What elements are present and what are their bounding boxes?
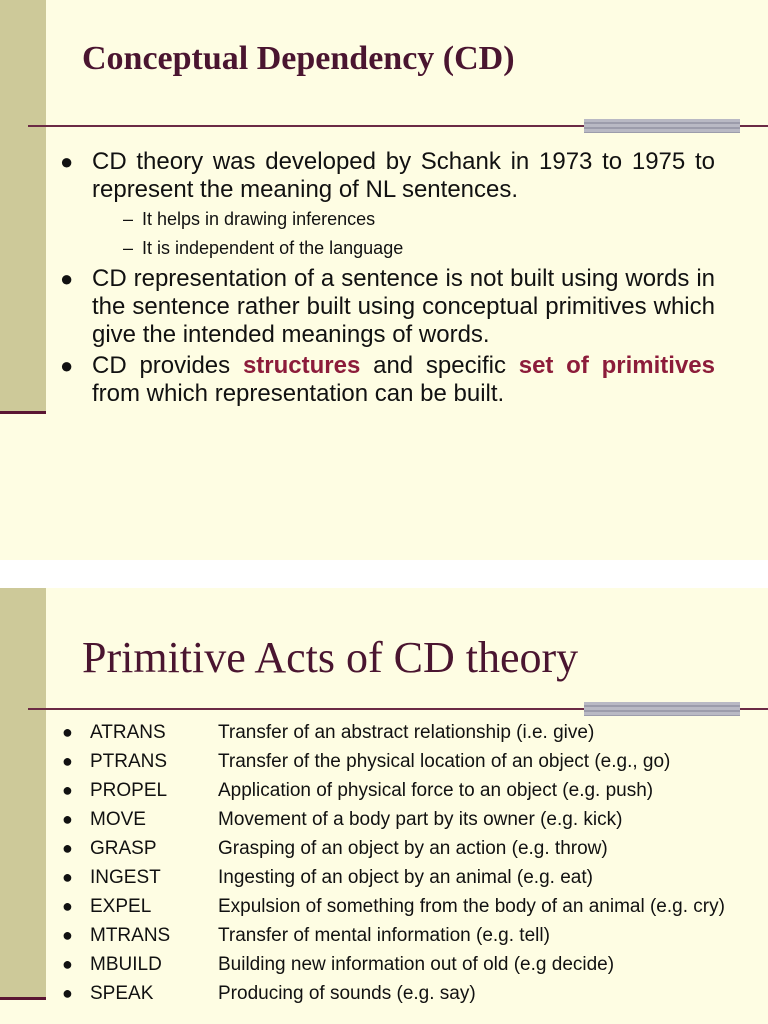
act-row: [62, 921, 762, 950]
slide-primitive-acts: [0, 588, 768, 1024]
bullet-text-part: from which representation can be built.: [92, 380, 505, 407]
bullet-dot-icon: ●: [62, 722, 73, 742]
act-row: [62, 892, 762, 921]
act-row: [62, 776, 762, 805]
dash-icon: –: [123, 238, 134, 258]
act-row: [62, 718, 762, 747]
bullet-item: [60, 148, 715, 262]
act-name: MTRANS: [90, 925, 171, 946]
left-accent-tick: [0, 997, 46, 1000]
act-description: Building new information out of old (e.g decide): [218, 954, 615, 975]
bullet-text-part: and specific: [360, 352, 519, 379]
act-row: [62, 747, 762, 776]
highlight-set-of-primitives: set of primitives: [518, 352, 715, 379]
bullet-dot-icon: ●: [62, 867, 73, 887]
title-rule-accent: [584, 119, 740, 133]
bullet-dot-icon: ●: [60, 266, 74, 291]
act-name: MBUILD: [90, 954, 162, 975]
act-row: [62, 834, 762, 863]
act-description: Application of physical force to an object (e.g. push): [218, 780, 654, 801]
bullet-item: [60, 352, 715, 408]
sub-bullet-text: It is independent of the language: [142, 238, 404, 258]
bullet-text: CD representation of a sentence is not built using words in the sentence rather built using conceptual primitives which give the intended meanings of words.: [92, 265, 715, 348]
act-description: Transfer of mental information (e.g. tell): [218, 925, 550, 946]
act-row: [62, 950, 762, 979]
bullet-list: [60, 148, 715, 411]
act-description: Grasping of an object by an action (e.g. throw): [218, 838, 608, 859]
act-row: [62, 805, 762, 834]
act-row: [62, 979, 762, 1008]
act-name: ATRANS: [90, 722, 166, 743]
act-name: PROPEL: [90, 780, 168, 801]
act-name: GRASP: [90, 838, 157, 859]
sub-bullet: [92, 234, 715, 262]
act-description: Transfer of an abstract relationship (i.e. give): [218, 722, 595, 743]
bullet-dot-icon: ●: [62, 925, 73, 945]
bullet-dot-icon: ●: [62, 809, 73, 829]
act-name: SPEAK: [90, 983, 154, 1004]
act-name: EXPEL: [90, 896, 152, 917]
bullet-text: CD theory was developed by Schank in 1973 to 1975 to represent the meaning of NL sentences.: [92, 148, 715, 203]
left-accent-bar: [0, 588, 46, 998]
left-accent-bar: [0, 0, 46, 412]
sub-bullet: [92, 205, 715, 233]
dash-icon: –: [123, 209, 134, 229]
act-description: Transfer of the physical location of an object (e.g., go): [218, 751, 671, 772]
act-row: [62, 863, 762, 892]
act-name: PTRANS: [90, 751, 168, 772]
highlight-structures: structures: [242, 352, 361, 379]
sub-bullet-text: It helps in drawing inferences: [142, 209, 376, 229]
bullet-dot-icon: ●: [60, 149, 74, 174]
bullet-dot-icon: ●: [60, 353, 74, 378]
left-accent-tick: [0, 411, 46, 414]
bullet-item: [60, 265, 715, 349]
bullet-dot-icon: ●: [62, 954, 73, 974]
act-description: Expulsion of something from the body of an animal (e.g. cry): [218, 896, 725, 917]
act-name: INGEST: [90, 867, 161, 888]
slide-title: Conceptual Dependency (CD): [82, 40, 515, 77]
primitive-acts-list: [62, 718, 762, 1008]
bullet-dot-icon: ●: [62, 983, 73, 1003]
bullet-dot-icon: ●: [62, 780, 73, 800]
bullet-dot-icon: ●: [62, 896, 73, 916]
slide-title: Primitive Acts of CD theory: [82, 633, 579, 682]
bullet-text-part: CD provides: [92, 352, 243, 379]
title-rule-accent: [584, 702, 740, 716]
act-description: Movement of a body part by its owner (e.g. kick): [218, 809, 623, 830]
act-name: MOVE: [90, 809, 146, 830]
act-description: Producing of sounds (e.g. say): [218, 983, 476, 1004]
act-description: Ingesting of an object by an animal (e.g. eat): [218, 867, 593, 888]
bullet-dot-icon: ●: [62, 838, 73, 858]
bullet-dot-icon: ●: [62, 751, 73, 771]
